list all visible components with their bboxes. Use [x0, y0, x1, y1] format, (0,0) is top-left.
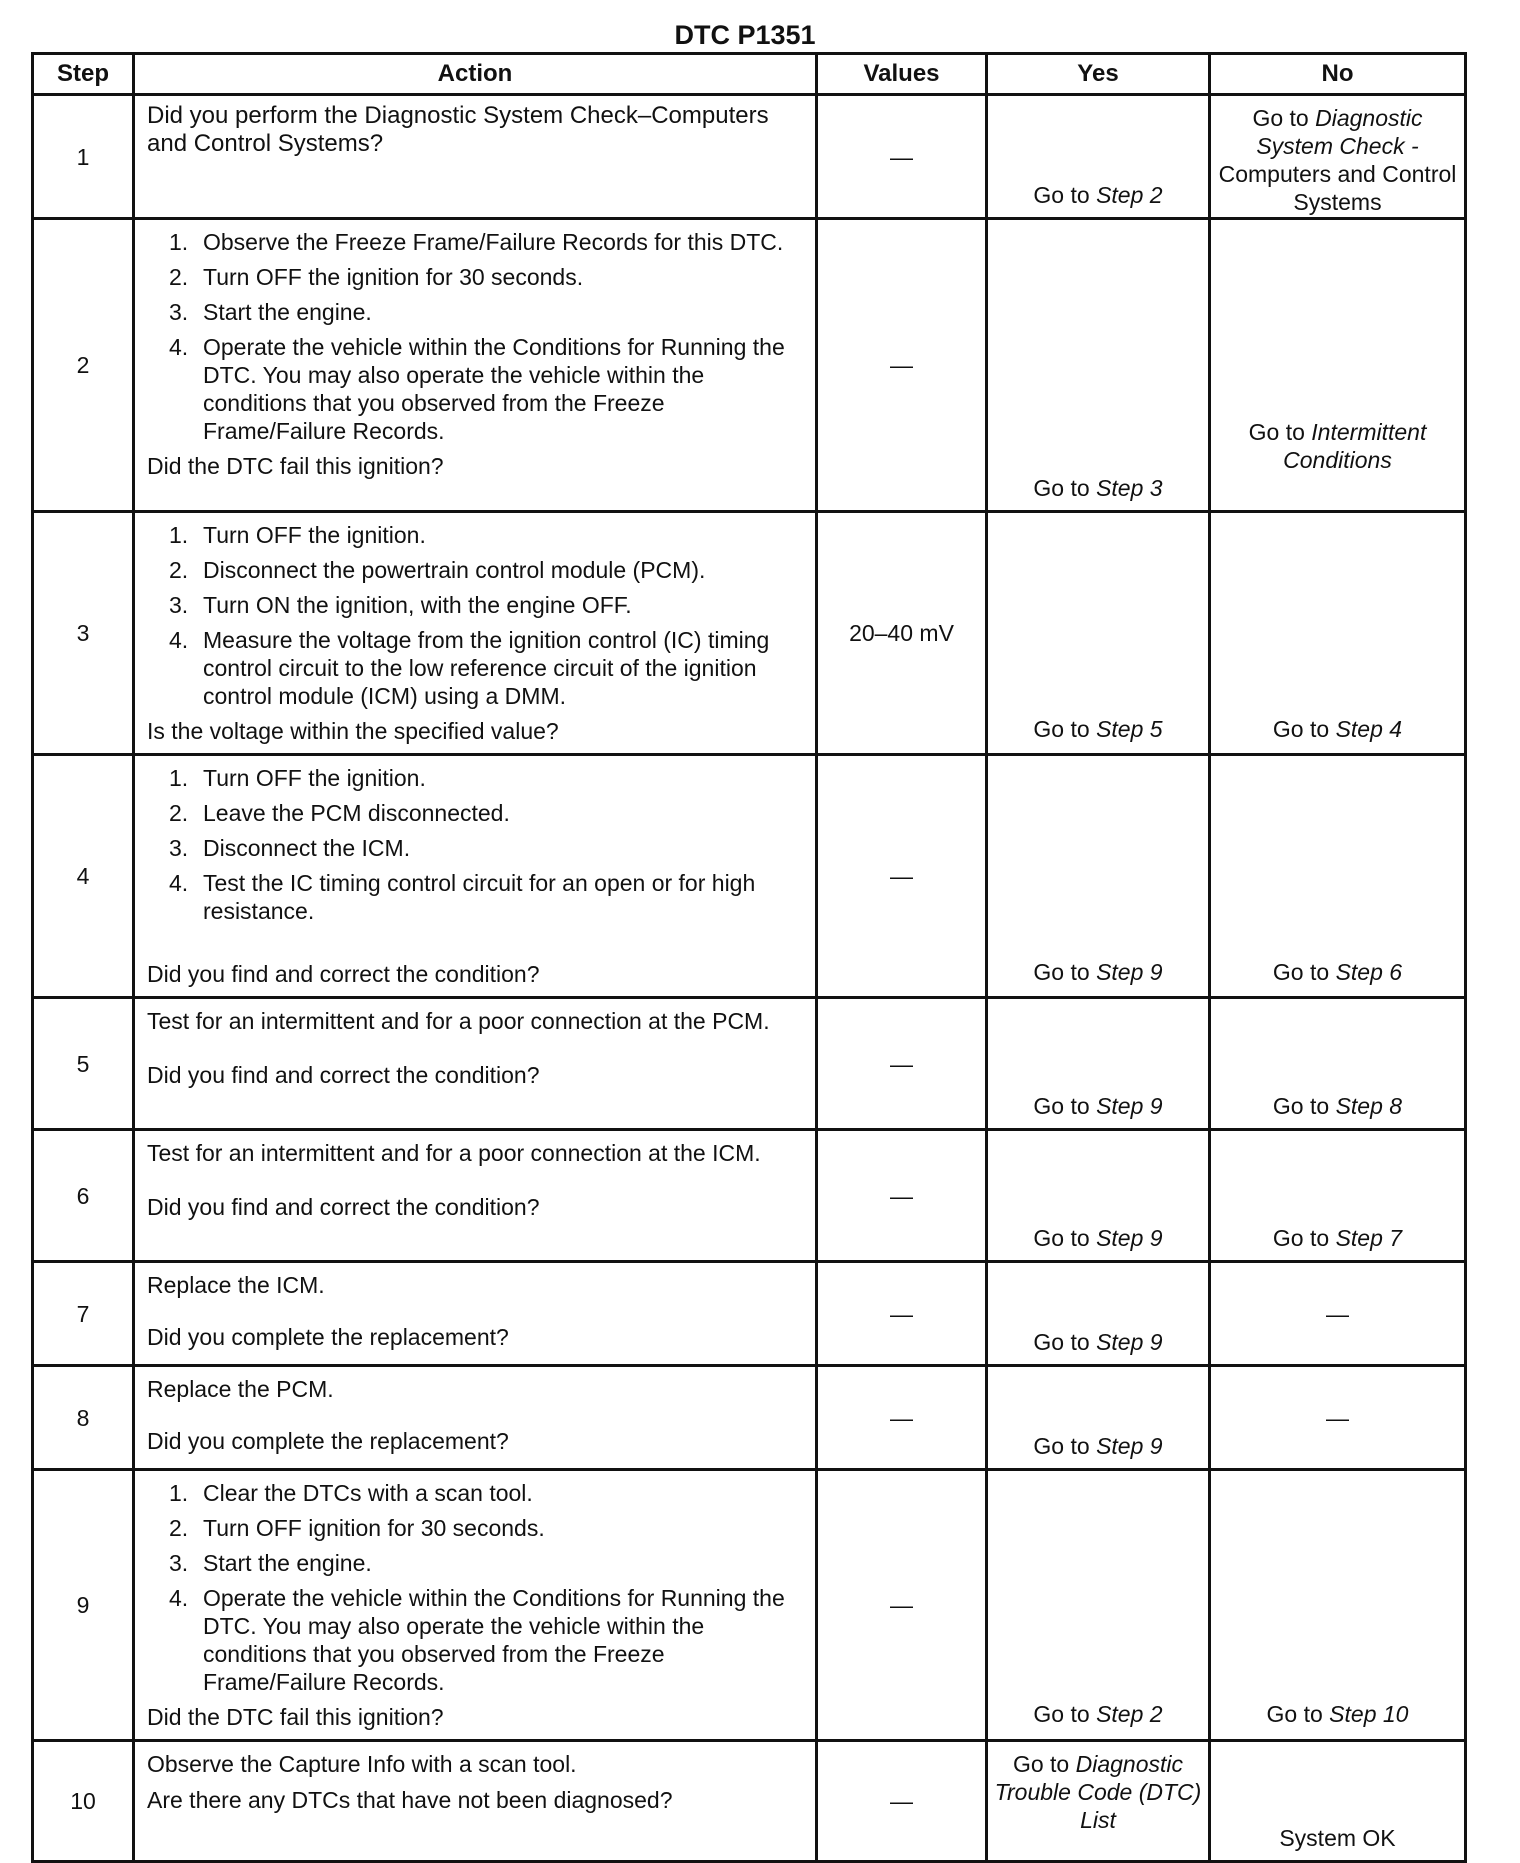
yes-go-to: Go to: [1033, 1093, 1090, 1119]
action-cell: [134, 1741, 817, 1862]
yes-target: Step 3: [1096, 475, 1163, 501]
action-steps: [147, 1479, 805, 1696]
header-values: Values: [817, 54, 987, 95]
list-item: 3. Turn ON the ignition, with the engine OFF.: [169, 592, 632, 618]
yes-cell: [987, 512, 1210, 755]
action-question: Is the voltage within the specified value?: [147, 718, 559, 744]
table-row: [33, 1470, 1466, 1741]
header-action: Action: [134, 54, 817, 95]
action-question: Did you complete the replacement?: [147, 1428, 509, 1454]
table-row: [33, 1130, 1466, 1262]
action-cell: [134, 1262, 817, 1366]
step-number: 6: [33, 1130, 134, 1262]
no-target: Step 7: [1335, 1225, 1403, 1251]
action-question: Did you find and correct the condition?: [147, 1194, 540, 1220]
table-row: [33, 512, 1466, 755]
yes-cell: [987, 1366, 1210, 1470]
value-cell: —: [817, 1470, 987, 1741]
action-text: Did you perform the Diagnostic System Check–Computers and Control Systems?: [147, 102, 769, 157]
yes-cell: [987, 1262, 1210, 1366]
list-item: 3. Disconnect the ICM.: [169, 835, 411, 861]
table-row: [33, 1262, 1466, 1366]
yes-cell: [987, 1130, 1210, 1262]
yes-go-to: Go to: [1033, 1225, 1090, 1251]
no-target: Step 4: [1335, 715, 1403, 742]
step-number: 3: [33, 512, 134, 755]
no-go-to: Go to: [1272, 1225, 1330, 1251]
yes-go-to: Go to: [1033, 1701, 1090, 1727]
no-go-to: Go to: [1272, 715, 1330, 742]
yes-target: Step 9: [1096, 1225, 1163, 1251]
header-yes: Yes: [987, 54, 1210, 95]
action-question: Are there any DTCs that have not been diagnosed?: [147, 1787, 673, 1813]
no-text: System OK: [1279, 1825, 1396, 1851]
action-question: Did the DTC fail this ignition?: [147, 453, 444, 479]
list-item: 2. Leave the PCM disconnected.: [169, 800, 510, 826]
yes-go-to: Go to: [1033, 1433, 1090, 1459]
action-cell: [134, 998, 817, 1130]
value-cell: —: [817, 1741, 987, 1862]
step-number: 5: [33, 998, 134, 1130]
yes-target: Step 2: [1096, 1701, 1163, 1727]
action-cell: [134, 219, 817, 512]
list-item: 2. Turn OFF ignition for 30 seconds.: [169, 1515, 545, 1541]
page-title: DTC P1351: [674, 20, 816, 50]
list-item: 4. Operate the vehicle within the Conditions for Running the DTC. You may also operate the vehicle within the conditions that you observed from the Freeze Frame/Failure Records.: [169, 334, 785, 444]
list-item: 1. Clear the DTCs with a scan tool.: [169, 1480, 533, 1506]
value-cell: —: [817, 998, 987, 1130]
no-target: Intermittent Conditions: [1283, 419, 1427, 473]
action-steps: [147, 228, 805, 445]
action-question: Did you find and correct the condition?: [147, 1062, 540, 1088]
yes-target: Step 9: [1096, 1433, 1163, 1459]
action-text: Replace the ICM.: [147, 1272, 325, 1298]
yes-target: Step 9: [1096, 958, 1163, 985]
action-cell: [134, 1366, 817, 1470]
list-item: 3. Start the engine.: [169, 299, 372, 325]
dtc-diagnostic-table: [31, 52, 1467, 1863]
list-item: 2. Turn OFF the ignition for 30 seconds.: [169, 264, 584, 290]
action-cell: [134, 1470, 817, 1741]
yes-target: Diagnostic Trouble Code (DTC) List: [994, 1751, 1202, 1833]
no-go-to: Go to: [1272, 958, 1330, 985]
list-item: 1. Observe the Freeze Frame/Failure Records for this DTC.: [169, 229, 784, 255]
yes-cell: [987, 219, 1210, 512]
yes-target: Step 5: [1096, 715, 1163, 742]
no-target: Diagnostic System Check -: [1256, 105, 1423, 159]
yes-cell: [987, 1470, 1210, 1741]
action-question: Did you find and correct the condition?: [147, 961, 540, 987]
action-cell: [134, 512, 817, 755]
list-item: 2. Disconnect the powertrain control module (PCM).: [169, 557, 706, 583]
no-cell: [1210, 1130, 1466, 1262]
yes-go-to: Go to: [1033, 182, 1090, 208]
table-row: [33, 95, 1466, 219]
value-cell: —: [817, 95, 987, 219]
action-question: Did the DTC fail this ignition?: [147, 1704, 444, 1730]
no-target: Step 8: [1335, 1093, 1403, 1119]
yes-cell: [987, 1741, 1210, 1862]
action-text: Observe the Capture Info with a scan tool.: [147, 1751, 577, 1777]
yes-cell: [987, 755, 1210, 998]
list-item: 1. Turn OFF the ignition.: [169, 522, 426, 548]
yes-target: Step 9: [1096, 1329, 1163, 1355]
yes-go-to: Go to: [1033, 475, 1090, 501]
yes-go-to: Go to: [1033, 715, 1090, 742]
no-target: Step 6: [1335, 958, 1403, 985]
action-steps: [147, 764, 805, 925]
list-item: 3. Start the engine.: [169, 1550, 372, 1576]
action-cell: [134, 95, 817, 219]
table-row: [33, 219, 1466, 512]
action-cell: [134, 755, 817, 998]
action-cell: [134, 1130, 817, 1262]
no-cell: [1210, 512, 1466, 755]
yes-target: Step 9: [1096, 1093, 1163, 1119]
table-header-row: [33, 54, 1466, 95]
step-number: 4: [33, 755, 134, 998]
table-row: [33, 1366, 1466, 1470]
header-step: Step: [33, 54, 134, 95]
step-number: 8: [33, 1366, 134, 1470]
no-cell: [1210, 755, 1466, 998]
no-go-to: Go to: [1248, 419, 1305, 445]
yes-go-to: Go to: [1033, 1329, 1090, 1355]
no-cell: [1210, 998, 1466, 1130]
value-cell: —: [817, 219, 987, 512]
yes-target: Step 2: [1096, 182, 1163, 208]
list-item: 1. Turn OFF the ignition.: [169, 765, 426, 791]
table-row: [33, 1741, 1466, 1862]
no-go-to: Go to: [1272, 1093, 1330, 1119]
yes-go-to: Go to: [1012, 1751, 1070, 1777]
action-text: Replace the PCM.: [147, 1376, 334, 1402]
yes-cell: [987, 95, 1210, 219]
no-cell: [1210, 1470, 1466, 1741]
yes-cell: [987, 998, 1210, 1130]
list-item: 4. Operate the vehicle within the Conditions for Running the DTC. You may also operate the vehicle within the conditions that you observed from the Freeze Frame/Failure Records.: [169, 1585, 785, 1695]
action-steps: [147, 521, 805, 710]
action-question: Did you complete the replacement?: [147, 1324, 509, 1350]
value-cell: —: [817, 1366, 987, 1470]
no-text: —: [1326, 1404, 1349, 1431]
no-cell: [1210, 95, 1466, 219]
no-cell: [1210, 1366, 1466, 1470]
no-cell: [1210, 1741, 1466, 1862]
no-cell: [1210, 219, 1466, 512]
list-item: 4. Test the IC timing control circuit for an open or for high resistance.: [169, 870, 756, 924]
action-text: Test for an intermittent and for a poor connection at the ICM.: [147, 1140, 761, 1166]
no-text: —: [1326, 1300, 1349, 1327]
no-go-to: Go to: [1266, 1701, 1323, 1727]
value-cell: 20–40 mV: [817, 512, 987, 755]
step-number: 7: [33, 1262, 134, 1366]
no-target-rest: Computers and Control Systems: [1218, 161, 1457, 215]
no-target: Step 10: [1329, 1701, 1409, 1727]
table-row: [33, 998, 1466, 1130]
value-cell: —: [817, 1262, 987, 1366]
value-cell: —: [817, 1130, 987, 1262]
step-number: 9: [33, 1470, 134, 1741]
no-cell: [1210, 1262, 1466, 1366]
action-text: Test for an intermittent and for a poor connection at the PCM.: [147, 1008, 770, 1034]
no-go-to: Go to: [1252, 105, 1309, 131]
table-row: [33, 755, 1466, 998]
step-number: 10: [33, 1741, 134, 1862]
step-number: 2: [33, 219, 134, 512]
list-item: 4. Measure the voltage from the ignition control (IC) timing control circuit to the low reference circuit of the ignition control module (ICM) using a DMM.: [169, 627, 770, 709]
header-no: No: [1210, 54, 1466, 95]
step-number: 1: [33, 95, 134, 219]
value-cell: —: [817, 755, 987, 998]
yes-go-to: Go to: [1033, 958, 1090, 985]
